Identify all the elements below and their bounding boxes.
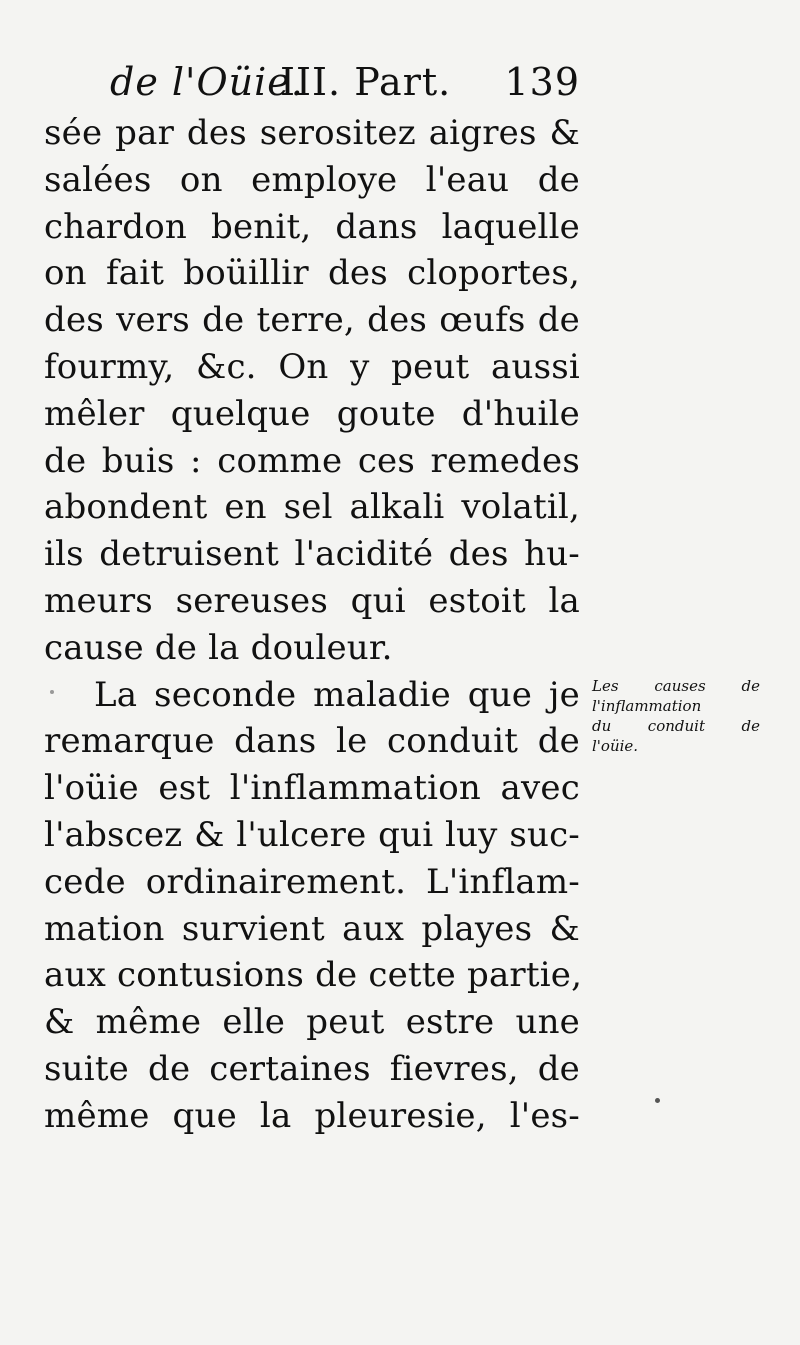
text-line: l'oüie est l'inflammation avec: [44, 768, 580, 809]
text-line: La seconde maladie que je: [94, 674, 580, 715]
body-text: [44, 110, 583, 1140]
text-line: meurs sereuses qui estoit la: [44, 580, 580, 621]
margin-note-line: l'oüie.: [592, 737, 639, 755]
page-number: 139: [504, 60, 580, 104]
running-title: de l'Oüie.: [110, 60, 304, 104]
text-line: salées on employe l'eau de: [44, 159, 580, 200]
text-line: ils detruisent l'acidité des hu-: [44, 534, 580, 575]
ink-speck: [50, 690, 54, 694]
text-line: aux contusions de cette partie,: [44, 955, 583, 996]
text-line: chardon benit, dans laquelle: [44, 206, 580, 247]
margin-note-line: du conduit de: [592, 717, 760, 735]
margin-note-line: Les causes de: [592, 677, 760, 695]
text-line: mêler quelque goute d'huile: [44, 393, 580, 434]
text-line: des vers de terre, des œufs de: [44, 300, 580, 341]
text-line: l'abscez & l'ulcere qui luy suc-: [44, 814, 580, 855]
text-line: sée par des serositez aigres &: [44, 113, 580, 153]
text-line: on fait boüillir des cloportes,: [44, 253, 580, 294]
text-line: & même elle peut estre une: [44, 1002, 580, 1043]
text-line: mation survient aux playes &: [44, 908, 580, 949]
ink-speck: [655, 1098, 660, 1103]
margin-note-line: l'inflammation: [592, 697, 702, 715]
text-line: fourmy, &c. On y peut aussi: [44, 346, 580, 387]
part-label: III. Part.: [280, 60, 452, 104]
text-line: abondent en sel alkali volatil,: [44, 487, 580, 528]
text-line: même que la pleuresie, l'es-: [44, 1095, 580, 1136]
running-header: [110, 58, 580, 106]
text-line: cause de la douleur.: [44, 627, 393, 668]
text-line: cede ordinairement. L'inflam-: [44, 861, 580, 902]
margin-note: [592, 676, 760, 756]
text-line: remarque dans le conduit de: [44, 721, 580, 762]
text-line: suite de certaines fievres, de: [44, 1048, 580, 1089]
text-line: de buis : comme ces remedes: [44, 440, 580, 481]
